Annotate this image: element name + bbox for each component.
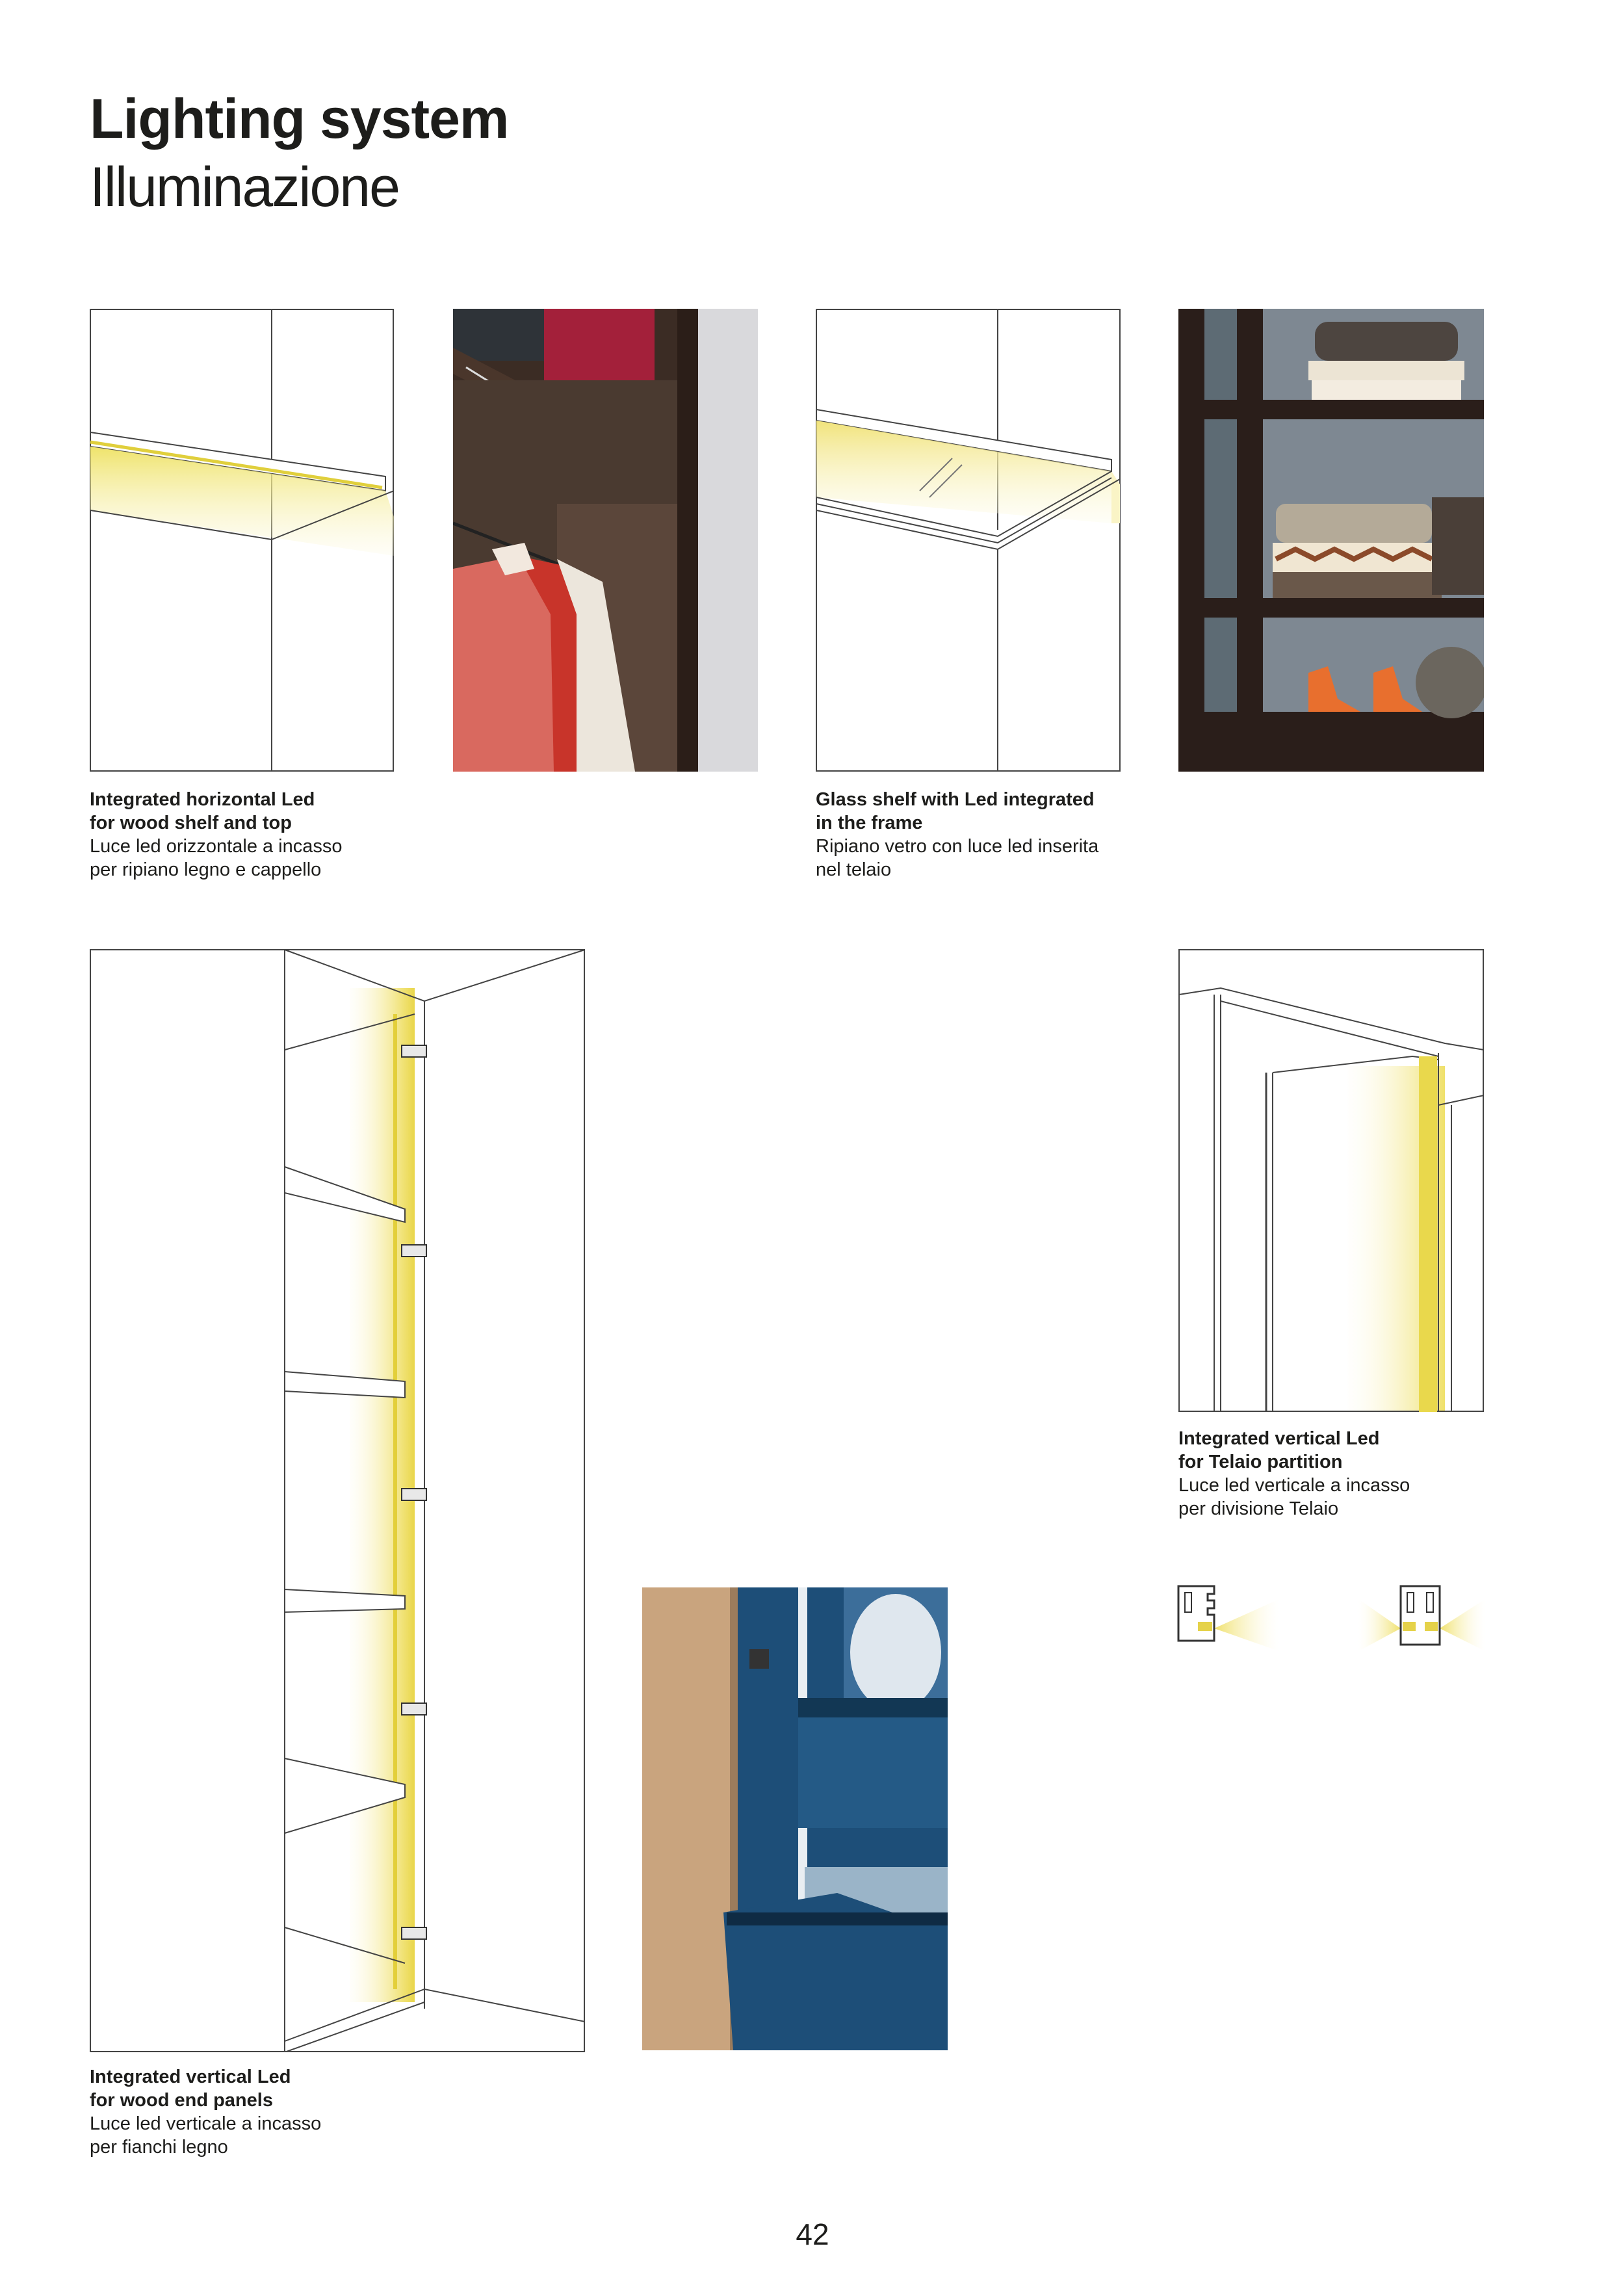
caption-telaio-partition [1178,1427,1410,1520]
caption-glass-shelf [816,788,1098,881]
caption-text-line: per fianchi legno [90,2137,228,2158]
caption-title-line: Glass shelf with Led integrated [816,789,1095,810]
blue-drawer-photo [642,1587,948,2050]
wardrobe-clothes-photo [453,309,758,772]
caption-title-line: for wood end panels [90,2090,273,2111]
horizontal-led-diagram [90,309,394,772]
glass-shelf-diagram [816,309,1121,772]
caption-title-line: for wood shelf and top [90,813,292,833]
caption-wood-end-panels [90,2065,321,2159]
caption-text-line: per ripiano legno e cappello [90,859,322,880]
caption-text-line: Ripiano vetro con luce led inserita [816,836,1099,857]
glass-shelves-photo [1178,309,1484,772]
caption-text-line: nel telaio [816,859,892,880]
caption-text-line: Luce led orizzontale a incasso [90,836,343,857]
page-title: Lighting system [90,88,509,150]
caption-title-line: Integrated vertical Led [90,2067,291,2087]
caption-title-line: Integrated vertical Led [1178,1428,1380,1449]
caption-horizontal-led [90,788,343,881]
caption-text-line: Luce led verticale a incasso [90,2113,322,2134]
wood-end-panel-led-diagram [90,949,585,2052]
caption-title-line: Integrated horizontal Led [90,789,315,810]
page-number: 42 [796,2217,829,2251]
caption-title-line: in the frame [816,813,923,833]
telaio-partition-diagram [1178,949,1484,1412]
page-subtitle: Illuminazione [90,156,399,218]
caption-text-line: per divisione Telaio [1178,1498,1339,1519]
caption-text-line: Luce led verticale a incasso [1178,1475,1410,1496]
led-profile-single-icon [1175,1580,1286,1658]
led-profile-double-icon [1352,1580,1488,1658]
caption-title-line: for Telaio partition [1178,1452,1343,1472]
